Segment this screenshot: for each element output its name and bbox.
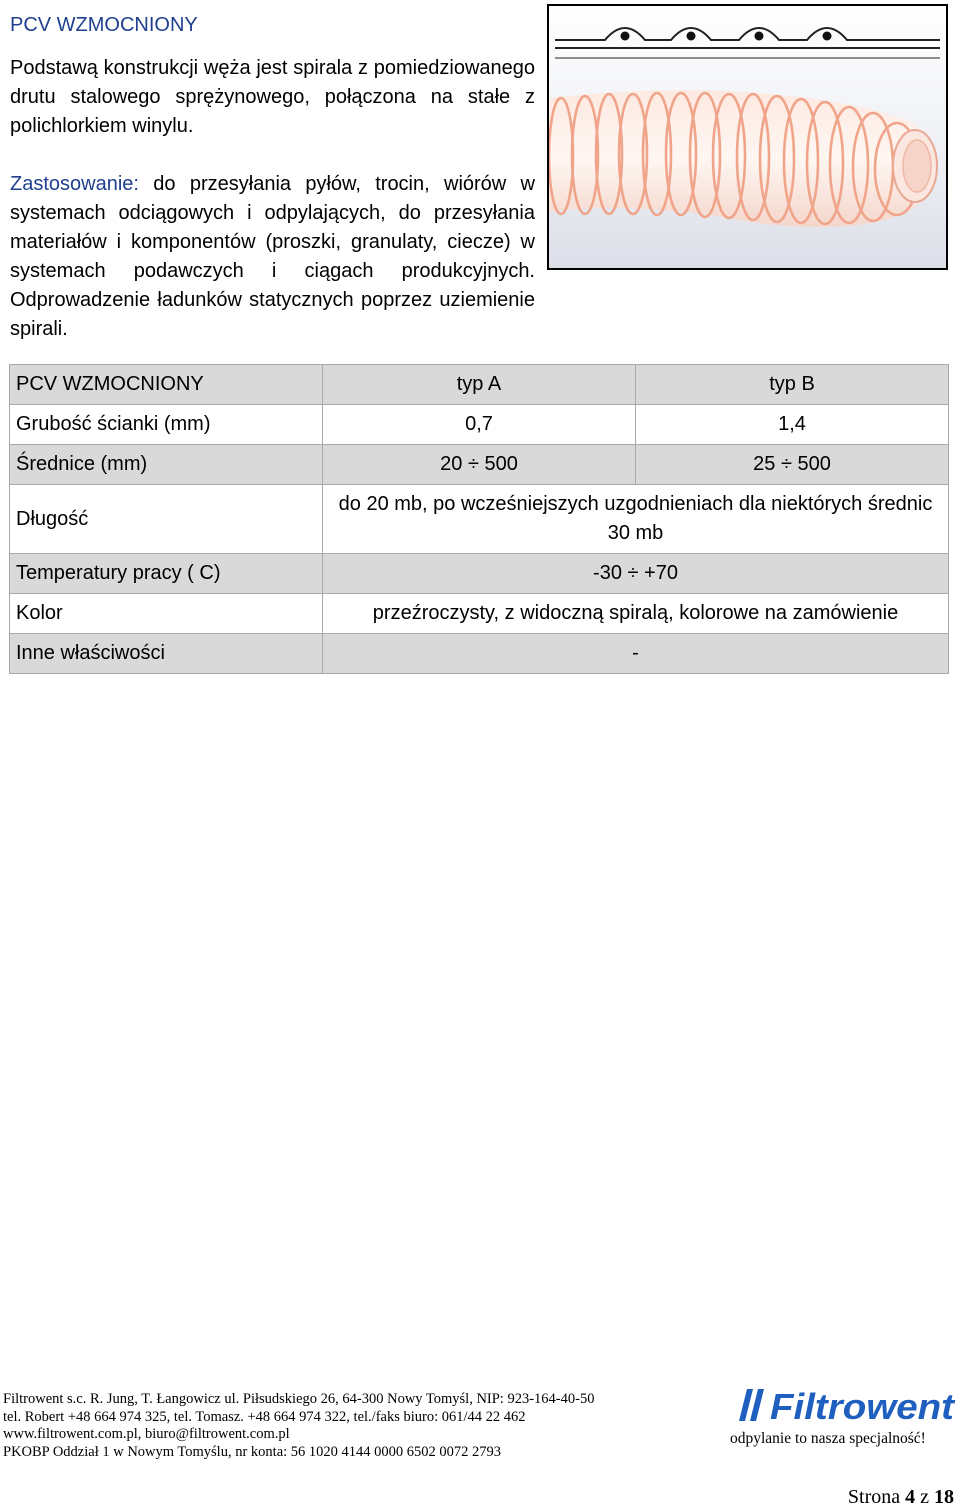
hose-photo: [547, 4, 948, 270]
table-row: [10, 554, 949, 594]
spec-table: [9, 364, 949, 674]
row-label: Temperatury pracy ( C): [10, 554, 323, 594]
usage-text: do przesyłania pyłów, trocin, wiórów w systemach odciągowych i odpylających, do przesyłania materiałów i komponentów (proszki, granulaty, ciecze) w systemach podawczych i ciągach produkcyjnych. Odprowadzenie ładunków statycznych poprzez uziemienie spirali.: [10, 173, 535, 340]
header-cell-type-a: typ A: [323, 365, 636, 405]
slogan: odpylanie to nasza specjalność!: [730, 1430, 926, 1447]
row-value-b: 1,4: [636, 405, 949, 445]
row-value-a: 20 ÷ 500: [323, 445, 636, 485]
row-label: Długość: [10, 485, 323, 554]
row-label: Średnice (mm): [10, 445, 323, 485]
header-cell-type-b: typ B: [636, 365, 949, 405]
page-number: Strona 4 z 18: [847, 1486, 954, 1508]
table-row: [10, 594, 949, 634]
row-label: Grubość ścianki (mm): [10, 405, 323, 445]
intro-paragraph: Podstawą konstrukcji węża jest spirala z pomiedziowanego drutu stalowego sprężynowego, połączona na stałe z polichlorkiem winylu.: [10, 57, 535, 137]
footer-address: Filtrowent s.c. R. Jung, T. Łangowicz ul. Piłsudskiego 26, 64-300 Nowy Tomyśl, NIP: 923-164-40-50: [3, 1391, 595, 1407]
row-value: przeźroczysty, z widoczną spiralą, kolorowe na zamówienie: [323, 594, 949, 634]
row-value-a: 0,7: [323, 405, 636, 445]
row-value: -: [323, 634, 949, 674]
header-cell-product: PCV WZMOCNIONY: [10, 365, 323, 405]
usage-label: Zastosowanie:: [10, 173, 139, 195]
hose-illustration: [549, 6, 946, 268]
table-row: [10, 405, 949, 445]
footer-phones: tel. Robert +48 664 974 325, tel. Tomasz. +48 664 974 322, tel./faks biuro: 061/44 22 462: [3, 1408, 526, 1425]
table-row: [10, 445, 949, 485]
row-label: Inne właściwości: [10, 634, 323, 674]
company-footer: [3, 1391, 594, 1461]
row-value: do 20 mb, po wcześniejszych uzgodnieniach dla niektórych średnic 30 mb: [323, 485, 949, 554]
filtrowent-logo: [733, 1385, 957, 1425]
footer-web-email: www.filtrowent.com.pl, biuro@filtrowent.com.pl: [3, 1426, 290, 1442]
table-row: [10, 634, 949, 674]
row-label: Kolor: [10, 594, 323, 634]
row-value: -30 ÷ +70: [323, 554, 949, 594]
page-title: PCV WZMOCNIONY: [10, 14, 198, 36]
usage-paragraph: [10, 170, 535, 344]
row-value-b: 25 ÷ 500: [636, 445, 949, 485]
footer-bank-account: PKOBP Oddział 1 w Nowym Tomyślu, nr konta: 56 1020 4144 0000 6502 0072 2793: [3, 1443, 502, 1460]
table-header-row: [10, 365, 949, 405]
table-row: [10, 485, 949, 554]
logo-wordmark: Filtrowent: [770, 1386, 957, 1425]
